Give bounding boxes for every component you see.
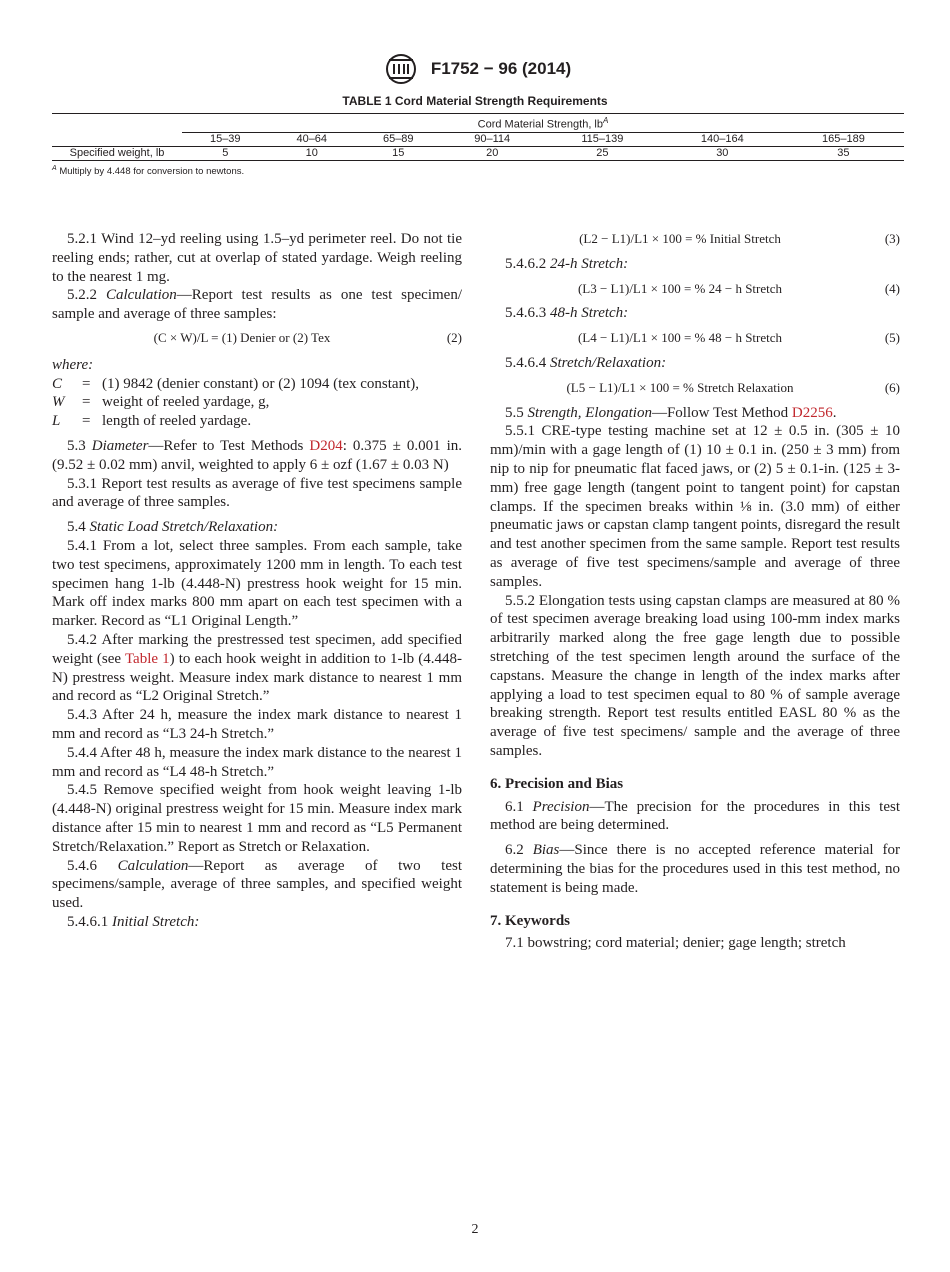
weight-cell: 35 — [783, 146, 904, 160]
paragraph-5-3-1: 5.3.1 Report test results as average of five test specimens sample and average of three samples. — [52, 475, 462, 511]
range-header: 40–64 — [269, 132, 356, 146]
paragraph-5-3: 5.3 Diameter—Refer to Test Methods D204: 0.375 ± 0.001 in. (9.52 ± 0.02 mm) anvil, weighted to apply 6 ± ozf (1.67 ± 0.03 N) — [52, 437, 462, 473]
paragraph-5-4-6: 5.4.6 Calculation—Report as average of two test specimens/sample, average of three samples, and specified weight used. — [52, 857, 462, 912]
section-heading-6: 6. Precision and Bias — [490, 775, 624, 792]
where-label: where: — [52, 356, 94, 373]
paragraph-5-4: 5.4 Static Load Stretch/Relaxation: — [67, 519, 279, 536]
equation-6: (L5 − L1)/L1 × 100 = % Stretch Relaxation (6) — [566, 379, 900, 395]
range-header: 65–89 — [355, 132, 442, 146]
weight-cell: 20 — [442, 146, 543, 160]
weight-cell: 10 — [269, 146, 356, 160]
weight-cell: 15 — [355, 146, 442, 160]
paragraph-5-5: 5.5 Strength, Elongation—Follow Test Method D2256. — [505, 404, 837, 421]
link-d204[interactable]: D204 — [309, 437, 343, 454]
table-corner — [52, 132, 182, 146]
paragraph-5-4-6-1: 5.4.6.1 Initial Stretch: — [67, 913, 200, 930]
weight-cell: 5 — [182, 146, 269, 160]
paragraph-5-5-2: 5.5.2 Elongation tests using capstan clamps are measured at 80 % of test specimen average breaking load using 100-mm index marks arbitrarily marked along the free gage length due to possible stretching of the test specimen length around the surface of the capstans. Measure the change in length of the index marks after applying a load to test specimen equal to 80 % of sample average breaking strength. Report test results entitled EASL 80 % as the average of five test specimens/ sample and the average of three samples. — [490, 592, 900, 759]
equation-5: (L4 − L1)/L1 × 100 = % 48 − h Stretch (5) — [577, 330, 900, 346]
paragraph-6-1: 6.1 Precision—The precision for the procedures in this test method are being determined. — [490, 798, 900, 834]
paragraph-5-4-6-2: 5.4.6.2 24-h Stretch: — [505, 255, 629, 272]
astm-logo-icon — [379, 54, 423, 84]
page-header — [0, 54, 950, 84]
paragraph-5-4-6-3: 5.4.6.3 48-h Stretch: — [505, 305, 629, 322]
cord-strength-table — [52, 113, 904, 161]
range-header: 140–164 — [662, 132, 783, 146]
paragraph-5-4-5: 5.4.5 Remove specified weight from hook weight leaving 1-lb (4.448-N) original prestress weight for 15 min. Measure index mark distance after 15 min to nearest 1 mm and record as “L5 Permanent Stretch/Relaxation.” Report as Stretch or Relaxation. — [52, 782, 462, 855]
definition-l: L = length of reeled yardage. — [52, 413, 252, 430]
link-d2256[interactable]: D2256 — [791, 404, 833, 421]
paragraph-7-1: 7.1 bowstring; cord material; denier; gage length; stretch — [505, 935, 846, 952]
left-column — [52, 230, 462, 932]
range-header: 90–114 — [442, 132, 543, 146]
definition-c: C = (1) 9842 (denier constant) or (2) 1094 (tex constant), — [52, 375, 419, 392]
paragraph-5-2-1: 5.2.1 Wind 12–yd reeling using 1.5–yd perimeter reel. Do not tie reeling ends; rather, cut at overlap of stated yardage. Weigh reeling to the nearest 1 mg. — [52, 231, 462, 285]
paragraph-5-5-1: 5.5.1 CRE-type testing machine set at 12 ± 0.5 in. (305 ± 10 mm)/min with a gage length of (1) 10 ± 0.1 in. (250 ± 3 mm) from nip to nip for pneumatic flat faced jaws, or (2) 5 ± 0.1-in. (125 ± 3-mm) free gage length (tangent point to tangent point) for capstan clamps. If the specimen breaks within ⅛ in. (3.0 mm) of either pneumatic jaws or capstan clamp tangent points, disregard the result and test another specimen from the same sample. Report test results as average of five test specimens/sample and average of three samples. — [490, 423, 900, 590]
equation-4: (L3 − L1)/L1 × 100 = % 24 − h Stretch (4) — [577, 280, 900, 296]
paragraph-5-4-6-4: 5.4.6.4 Stretch/Relaxation: — [505, 354, 667, 371]
section-heading-7: 7. Keywords — [490, 912, 570, 929]
page-number: 2 — [471, 1222, 479, 1237]
weight-cell: 25 — [543, 146, 662, 160]
range-header: 15–39 — [182, 132, 269, 146]
paragraph-5-4-3: 5.4.3 After 24 h, measure the index mark distance to nearest 1 mm and record as “L3 24-h Stretch.” — [52, 707, 462, 742]
definition-w: W = weight of reeled yardage, g, — [52, 394, 270, 411]
group-header: Cord Material Strength, $lb^A$ — [182, 114, 904, 133]
document-designation: F1752 − 96 (2014) — [430, 59, 572, 78]
paragraph-5-4-2: 5.4.2 After marking the prestressed test specimen, add specified weight (see Table 1) to each hook weight in addition to 1-lb (4.448-N) prestress weight. Measure index mark distance to nearest 1 mm and record as “L2 Original Stretch.” — [52, 631, 463, 705]
table-footnote: $^A$ Multiply by 4.448 for conversion to newtons. — [52, 165, 245, 178]
weight-cell: 30 — [662, 146, 783, 160]
paragraph-6-2: 6.2 Bias—Since there is no accepted reference material for determining the bias for the procedures used in this test method, no statement is being made. — [490, 842, 901, 896]
table-caption: TABLE 1 Cord Material Strength Requirements — [342, 94, 608, 108]
equation-2: (C × W)/L = (1) Denier or (2) Tex (2) — [153, 329, 462, 345]
row-label: Specified weight, lb — [52, 146, 182, 160]
table-corner — [52, 114, 182, 133]
link-table-1[interactable]: Table 1 — [124, 650, 170, 667]
equation-3: (L2 − L1)/L1 × 100 = % Initial Stretch (3) — [579, 231, 900, 246]
paragraph-5-2-2: 5.2.2 Calculation—Report test results as one test specimen/ sample and average of three samples: — [52, 287, 462, 323]
footnote-mark: A — [603, 116, 609, 125]
range-header: 115–139 — [543, 132, 662, 146]
range-header: 165–189 — [783, 132, 904, 146]
paragraph-5-4-4: 5.4.4 After 48 h, measure the index mark distance to the nearest 1 mm and record as “L4 48-h Stretch.” — [52, 744, 462, 780]
right-column — [490, 230, 900, 953]
paragraph-5-4-1: 5.4.1 From a lot, select three samples. From each sample, take two test specimens, approximately 1200 mm in length. To each test specimen hang 1-lb (4.448-N) prestress hook weight for 15 min. Mark off index marks 800 mm apart on each test specimen with a marker. Record as “L1 Original Length.” — [52, 537, 462, 630]
